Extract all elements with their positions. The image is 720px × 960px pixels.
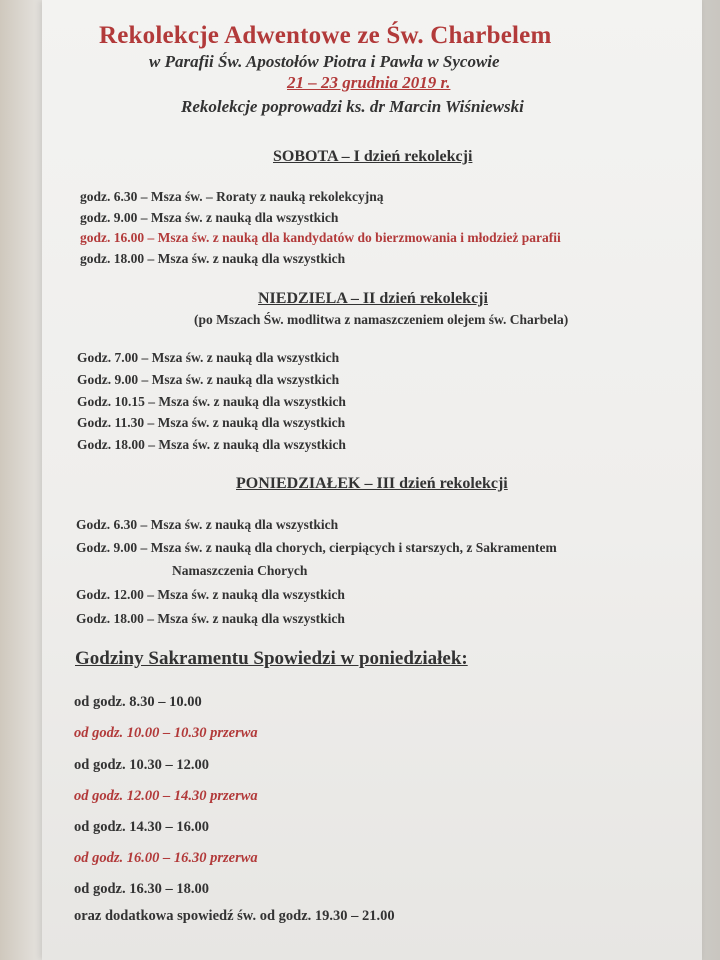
- day3-entry-continuation: Namaszczenia Chorych: [172, 563, 308, 578]
- confession-slot: od godz. 10.30 – 12.00: [74, 757, 209, 773]
- day3-entry: Godz. 6.30 – Msza św. z nauką dla wszystkich: [76, 517, 339, 532]
- confession-slot: od godz. 8.30 – 10.00: [74, 694, 202, 710]
- confession-break: od godz. 16.00 – 16.30 przerwa: [74, 850, 258, 866]
- day2-entry: Godz. 11.30 – Msza św. z nauką dla wszystkich: [77, 415, 346, 430]
- confession-slot: od godz. 16.30 – 18.00: [74, 881, 209, 897]
- page-title: Rekolekcje Adwentowe ze Św. Charbelem: [99, 22, 552, 49]
- event-dates: 21 – 23 grudnia 2019 r.: [287, 73, 451, 92]
- day1-entry: godz. 6.30 – Msza św. – Roraty z nauką rekolekcyjną: [80, 189, 384, 204]
- retreat-leader: Rekolekcje poprowadzi ks. dr Marcin Wiśniewski: [181, 97, 524, 116]
- day2-entry: Godz. 9.00 – Msza św. z nauką dla wszystkich: [77, 372, 340, 387]
- day2-heading: NIEDZIELA – II dzień rekolekcji: [258, 290, 488, 307]
- day1-heading: SOBOTA – I dzień rekolekcji: [273, 148, 473, 165]
- confession-heading: Godziny Sakramentu Spowiedzi w poniedziałek:: [75, 648, 468, 669]
- confession-break: od godz. 10.00 – 10.30 przerwa: [74, 725, 258, 741]
- day1-entry-highlighted: godz. 16.00 – Msza św. z nauką dla kandydatów do bierzmowania i młodzież parafii: [80, 230, 561, 245]
- day3-heading: PONIEDZIAŁEK – III dzień rekolekcji: [236, 475, 508, 492]
- day2-entry: Godz. 10.15 – Msza św. z nauką dla wszystkich: [77, 394, 346, 409]
- day1-entry: godz. 9.00 – Msza św. z nauką dla wszystkich: [80, 210, 339, 225]
- day3-entry: Godz. 12.00 – Msza św. z nauką dla wszystkich: [76, 587, 345, 602]
- confession-slot: od godz. 14.30 – 16.00: [74, 819, 209, 835]
- day2-entry: Godz. 18.00 – Msza św. z nauką dla wszystkich: [77, 437, 346, 452]
- parish-subtitle: w Parafii Św. Apostołów Piotra i Pawła w Sycowie: [149, 52, 500, 71]
- day3-entry: Godz. 9.00 – Msza św. z nauką dla chorych, cierpiących i starszych, z Sakramentem: [76, 540, 557, 555]
- day1-entry: godz. 18.00 – Msza św. z nauką dla wszystkich: [80, 251, 346, 266]
- day3-entry: Godz. 18.00 – Msza św. z nauką dla wszystkich: [76, 611, 345, 626]
- confession-break: od godz. 12.00 – 14.30 przerwa: [74, 788, 258, 804]
- day2-entry: Godz. 7.00 – Msza św. z nauką dla wszystkich: [77, 350, 340, 365]
- confession-additional: oraz dodatkowa spowiedź św. od godz. 19.30 – 21.00: [74, 908, 395, 924]
- day2-note: (po Mszach Św. modlitwa z namaszczeniem olejem św. Charbela): [194, 312, 569, 327]
